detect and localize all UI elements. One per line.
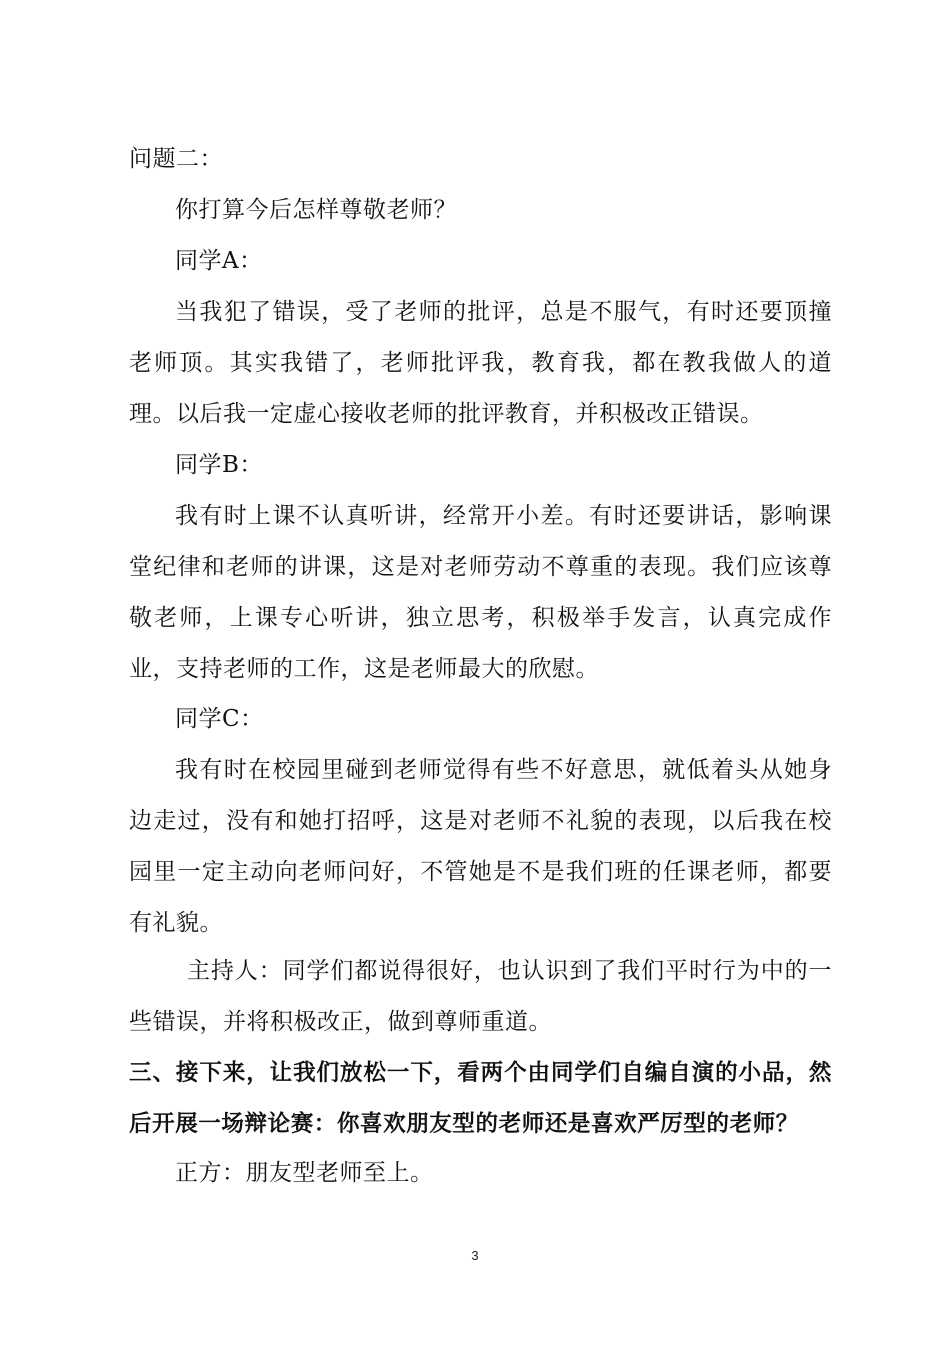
- page-number: 3: [471, 1248, 479, 1263]
- student-c-label: 同学C：: [175, 706, 264, 732]
- student-a-paragraph: 当我犯了错误，受了老师的批评，总是不服气，有时还要顶撞老师顶。其实我错了，老师批评我，教育我，都在教我做人的道理。以后我一定虚心接收老师的批评教育，并积极改正错误。: [129, 299, 832, 427]
- question-heading: 问题二：: [129, 146, 223, 172]
- affirmative-side: 正方：朋友型老师至上。: [175, 1160, 434, 1186]
- student-b-label: 同学B：: [175, 452, 263, 478]
- student-b-paragraph: 我有时上课不认真听讲，经常开小差。有时还要讲话，影响课堂纪律和老师的讲课，这是对老师劳动不尊重的表现。我们应该尊敬老师，上课专心听讲，独立思考，积极举手发言，认真完成作业，支持老师的工作，这是老师最大的欣慰。: [129, 503, 832, 682]
- host-paragraph: 主持人：同学们都说得很好，也认识到了我们平时行为中的一些错误，并将积极改正，做到尊师重道。: [129, 958, 832, 1035]
- section-three-heading: 三、接下来，让我们放松一下，看两个由同学们自编自演的小品，然后开展一场辩论赛：你喜欢朋友型的老师还是喜欢严厉型的老师？: [129, 1060, 832, 1137]
- student-c-paragraph: 我有时在校园里碰到老师觉得有些不好意思，就低着头从她身边走过，没有和她打招呼，这是对老师不礼貌的表现，以后我在校园里一定主动向老师问好，不管她是不是我们班的任课老师，都要有礼貌。: [129, 757, 832, 936]
- student-a-label: 同学A：: [175, 248, 263, 274]
- question-text: 你打算今后怎样尊敬老师？: [175, 197, 457, 223]
